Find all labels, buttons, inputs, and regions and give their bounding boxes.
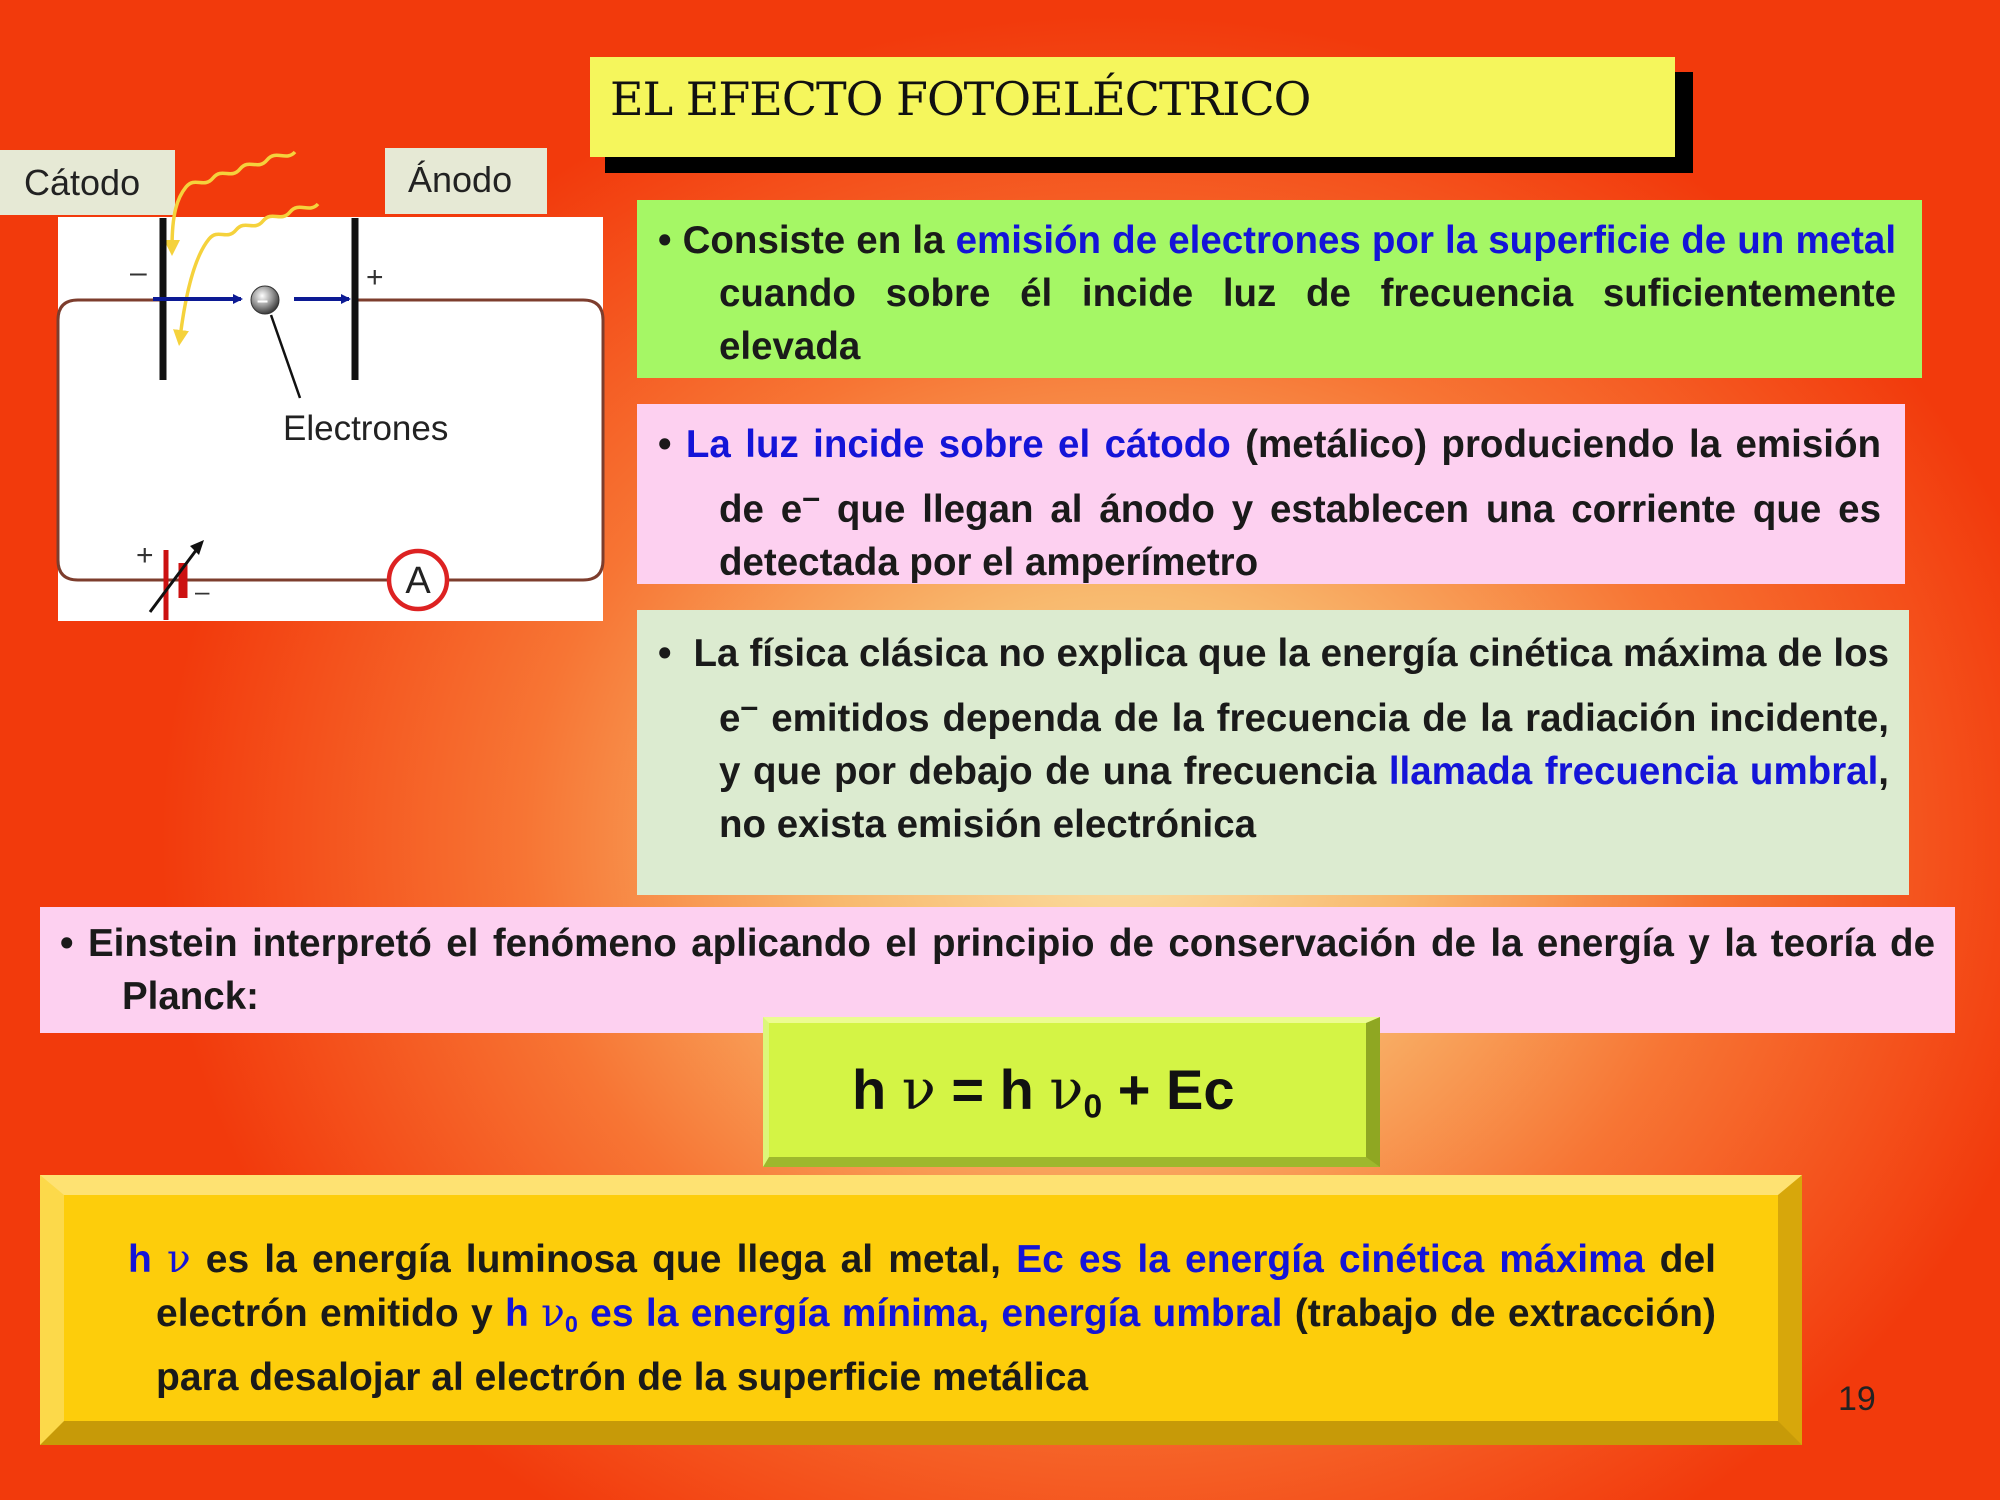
highlighted-text: h [128, 1238, 167, 1281]
point-light-on-cathode [637, 404, 1905, 584]
cathode-label: Cátodo [0, 150, 175, 215]
ammeter-label: A [405, 560, 431, 602]
text-run: Einstein interpretó el fenómeno aplicando el principio de conservación de la energía y la teoría de Planck: [87, 922, 1935, 1018]
text-run: Consiste en la [682, 219, 956, 262]
electron-charge: – [257, 290, 269, 312]
text-run: (trabajo de extracción) para desalojar al electrón de la superficie metálica [156, 1292, 1716, 1399]
bullet: • [658, 423, 672, 466]
photon-wave [180, 204, 318, 338]
text-run: La física clásica no explica que la energía cinética máxima de los e [693, 632, 1889, 740]
text-run: , no exista emisión electrónica [719, 749, 1889, 846]
battery-plus-sign: + [136, 539, 154, 572]
highlighted-text: es la energía mínima, energía umbral [577, 1292, 1283, 1335]
highlighted-text: h [505, 1292, 542, 1335]
formula-explanation [40, 1175, 1802, 1445]
photoelectric-circuit-diagram [0, 148, 620, 628]
point-emission-definition [637, 200, 1922, 378]
anode-plus-sign: + [366, 261, 384, 294]
page-number: 19 [1838, 1380, 1876, 1418]
formula-part: = h [935, 1058, 1050, 1121]
text-run: es la energía luminosa que llega al metal, [190, 1238, 1017, 1281]
subscript-zero: 0 [1083, 1088, 1103, 1126]
battery-minus-sign: – [195, 576, 210, 606]
highlighted-text: La luz incide sobre el cátodo [685, 423, 1231, 466]
variable-source-arrowhead [190, 540, 204, 555]
highlighted-text: Ec es la energía cinética máxima [1016, 1238, 1645, 1281]
anode-label: Ánodo [385, 148, 547, 214]
subscript-zero: 0 [564, 1310, 578, 1337]
cathode-minus-sign: – [130, 256, 147, 289]
bullet: • [60, 922, 74, 965]
electrons-pointer-line [271, 315, 300, 398]
charge-superscript: – [802, 479, 821, 515]
nu-symbol: ν [166, 1237, 191, 1282]
nu-symbol: ν [1049, 1058, 1084, 1123]
text-run: (metálico) produciendo la emisión de e [719, 423, 1881, 531]
einstein-equation [852, 1057, 1234, 1126]
highlighted-text: emisión de electrones por la superficie de un metal [955, 219, 1897, 262]
nu-symbol: ν [541, 1291, 565, 1336]
electrons-label: Electrones [283, 409, 449, 448]
highlighted-text: llamada frecuencia umbral [1388, 749, 1879, 793]
formula-part: + Ec [1102, 1058, 1235, 1121]
bullet: • [658, 632, 672, 675]
text-run: emitidos dependa de la frecuencia de la radiación incidente, y que por debajo de una frecuencia [719, 696, 1889, 793]
text-run: cuando sobre él incide luz de frecuencia suficientemente elevada [719, 272, 1896, 368]
nu-symbol: ν [901, 1058, 936, 1123]
point-einstein [40, 907, 1955, 1033]
slide-title: EL EFECTO FOTOELÉCTRICO [610, 72, 1311, 126]
bullet: • [658, 219, 672, 262]
text-run: que llegan al ánodo y establecen una corriente que es detectada por el amperímetro [719, 487, 1881, 584]
text-run: del electrón emitido y [156, 1238, 1716, 1335]
charge-superscript: – [740, 688, 759, 724]
formula-part: h [852, 1058, 902, 1121]
point-classical-physics [637, 610, 1909, 895]
